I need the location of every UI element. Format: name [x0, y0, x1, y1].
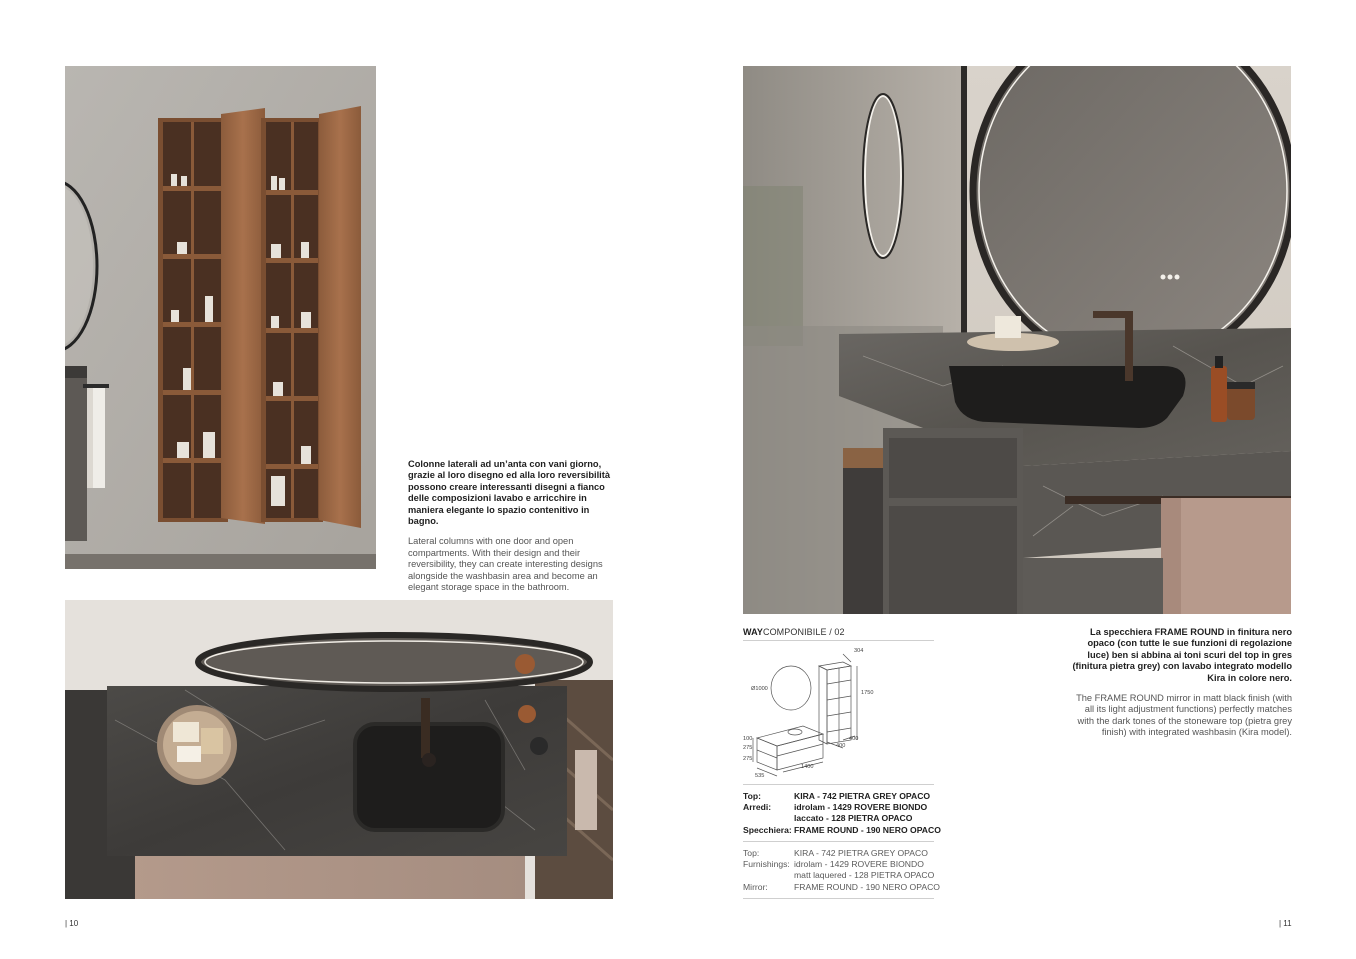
dim-400-b: 400 — [836, 743, 846, 749]
spec-title-model: COMPONIBILE / 02 — [762, 627, 845, 637]
spec-rule-bottom — [743, 898, 934, 899]
right-caption-english: The FRAME ROUND mirror in matt black finish (with all its light adjustment functions) perfectly matches with the dark tones of the stoneware top (pietra grey finish) with integrated washbasin (Kira model). — [1076, 693, 1292, 738]
spec-value: idrolam - 1429 ROVERE BIONDO — [794, 802, 928, 813]
spec-row-top-en — [743, 848, 940, 859]
dim-275-a: 275 — [743, 745, 753, 751]
spec-row-furnishings — [743, 859, 940, 870]
spec-table-english — [743, 848, 940, 893]
spec-title — [743, 627, 845, 637]
left-caption-english: Lateral columns with one door and open compartments. With their design and their reversibility, they can create interesting designs alongside the washbasin area and become an elegant storage space in the bathroom. — [408, 536, 603, 593]
dim-275-b: 275 — [743, 756, 753, 762]
spec-table-italian — [743, 791, 941, 836]
spec-row-top — [743, 791, 941, 802]
spec-rule-top — [743, 640, 934, 641]
left-caption-italian: Colonne laterali ad un’anta con vani giorno, grazie al loro disegno ed alla loro reversibilità possono creare interessanti disegni a fianco delle composizioni lavabo e arricchire in maniera elegante lo spazio contenitivo in bagno. — [408, 459, 611, 527]
spec-key: Arredi: — [743, 802, 772, 813]
spec-row-specchiera — [743, 825, 941, 836]
spec-row-mirror — [743, 882, 940, 893]
dimension-diagram — [743, 644, 934, 782]
dim-column-height: 1750 — [861, 690, 874, 696]
spec-value: matt laquered - 128 PIETRA OPACO — [794, 870, 935, 881]
spec-row-laccato — [743, 813, 941, 824]
spec-key: Top: — [743, 791, 761, 801]
dim-535: 535 — [755, 773, 765, 779]
spec-value: idrolam - 1429 ROVERE BIONDO — [794, 859, 924, 870]
photo-vanity-frame-round — [743, 66, 1291, 614]
spec-key: Furnishings: — [743, 859, 790, 870]
spec-row-matt — [743, 870, 940, 881]
photo-washbasin-top-view — [65, 600, 613, 899]
page-number-left: | 10 — [65, 919, 79, 928]
spec-title-brand: WAY — [743, 627, 763, 637]
dim-mirror-diameter: Ø1000 — [751, 686, 768, 692]
spec-value: laccato - 128 PIETRA OPACO — [794, 813, 913, 824]
right-caption — [1072, 627, 1292, 739]
dim-100: 100 — [743, 736, 753, 742]
right-caption-italian: La specchiera FRAME ROUND in finitura nero opaco (con tutte le sue funzioni di regolazione luce) ben si abbina ai toni scuri del top in gres (finitura pietra grey) con lavabo integrato modello Kira in colore nero. — [1072, 627, 1292, 683]
dim-400-a: 400 — [849, 736, 859, 742]
spec-row-arredi — [743, 802, 941, 813]
spec-key: Top: — [743, 848, 760, 858]
dim-1400: 1400 — [801, 764, 814, 770]
spec-key: Mirror: — [743, 881, 768, 892]
spec-rule-lower — [743, 841, 934, 842]
page-number-right: | 11 — [1279, 919, 1292, 928]
left-caption — [408, 459, 618, 593]
spec-key — [743, 870, 794, 881]
spec-key — [743, 813, 794, 824]
dim-column-depth: 304 — [854, 648, 864, 654]
spec-value: FRAME ROUND - 190 NERO OPACO — [794, 881, 940, 892]
spec-value: FRAME ROUND - 190 NERO OPACO — [794, 824, 941, 835]
spec-key: Specchiera: — [743, 824, 792, 835]
spec-value: KIRA - 742 PIETRA GREY OPACO — [794, 791, 931, 801]
spec-rule-mid — [743, 784, 934, 785]
spec-value: KIRA - 742 PIETRA GREY OPACO — [794, 848, 928, 858]
photo-column-cabinets — [65, 66, 376, 569]
